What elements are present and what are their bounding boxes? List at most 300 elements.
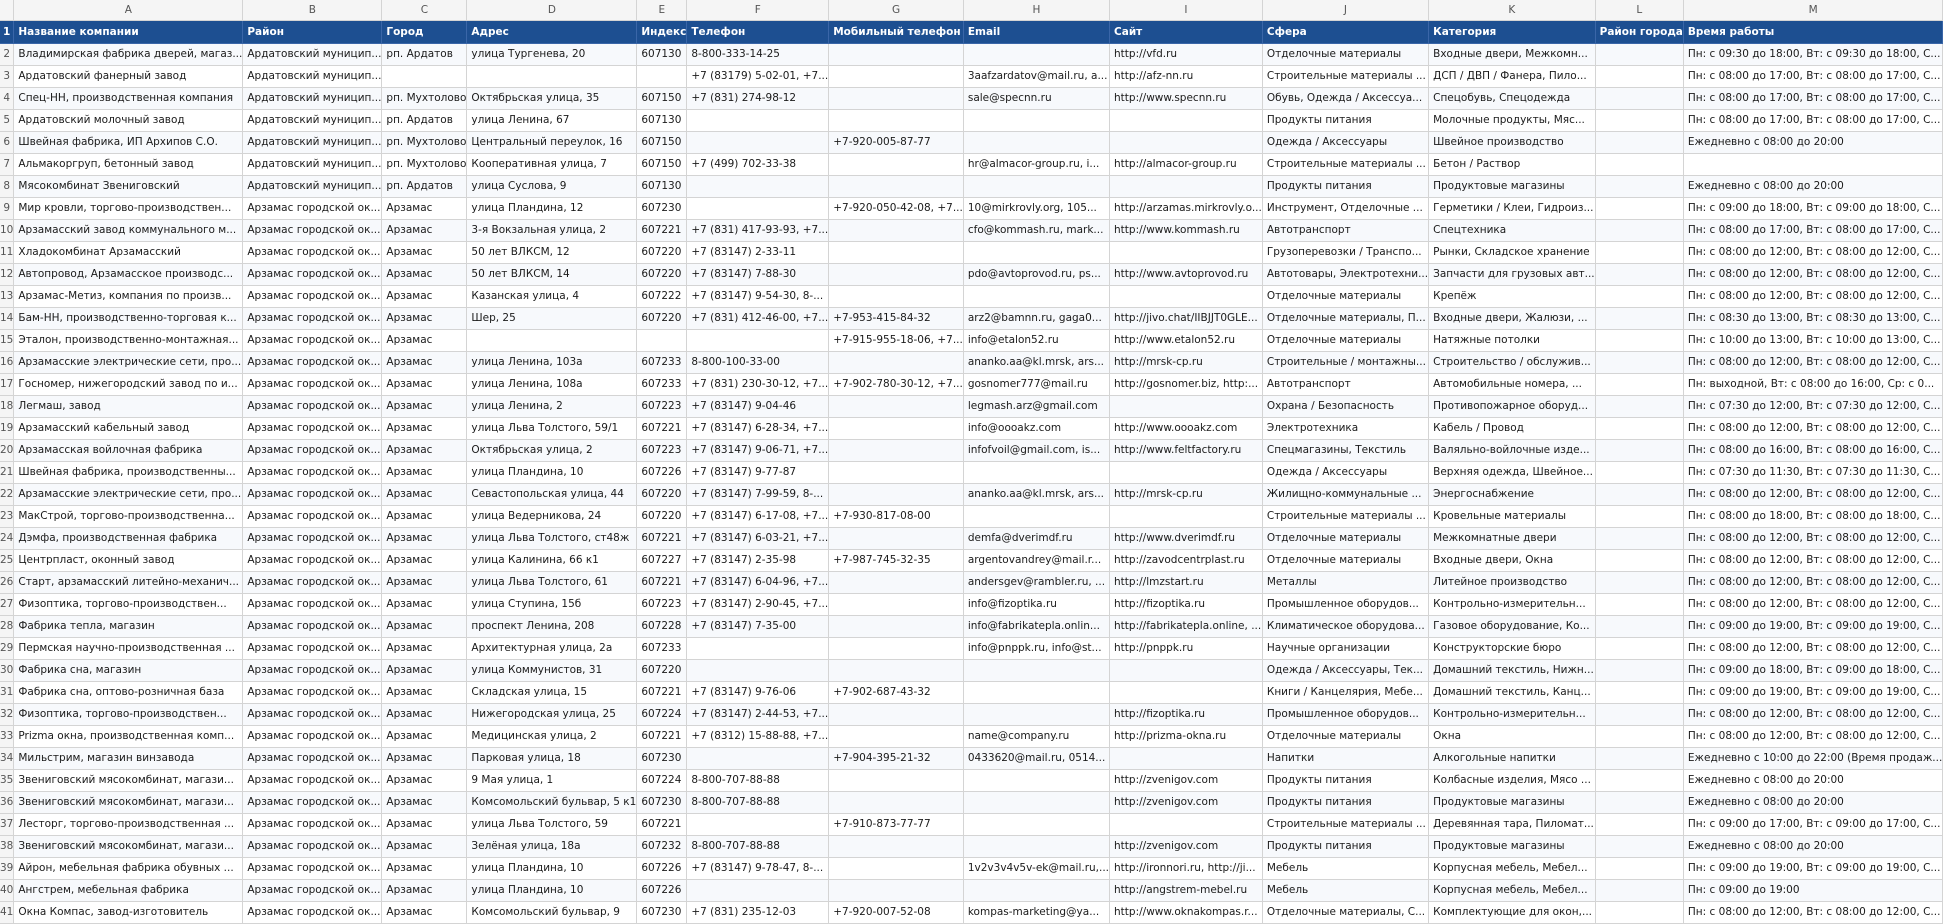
table-cell[interactable]: Арзамас городской ок...: [243, 440, 382, 462]
table-cell[interactable]: Продукты питания: [1262, 770, 1428, 792]
table-cell[interactable]: [829, 440, 964, 462]
table-cell[interactable]: [829, 88, 964, 110]
column-letter-b[interactable]: B: [243, 0, 382, 21]
header-cell[interactable]: Район: [243, 21, 382, 44]
table-cell[interactable]: Арзамас: [382, 902, 467, 924]
table-cell[interactable]: +7 (83147) 6-03-21, +7...: [687, 528, 829, 550]
table-cell[interactable]: Деревянная тара, Пиломат...: [1429, 814, 1596, 836]
table-cell[interactable]: 607228: [637, 616, 687, 638]
table-cell[interactable]: 607130: [637, 176, 687, 198]
table-cell[interactable]: Отделочные материалы: [1262, 286, 1428, 308]
row-number[interactable]: 28: [0, 616, 14, 638]
row-number[interactable]: 11: [0, 242, 14, 264]
table-cell[interactable]: Герметики / Клеи, Гидроиз...: [1429, 198, 1596, 220]
table-cell[interactable]: [963, 660, 1109, 682]
table-cell[interactable]: 0433620@mail.ru, 0514...: [963, 748, 1109, 770]
column-letter-g[interactable]: G: [829, 0, 964, 21]
table-cell[interactable]: [829, 638, 964, 660]
table-cell[interactable]: Пн: с 08:00 до 12:00, Вт: с 08:00 до 12:00, С...: [1683, 902, 1942, 924]
table-cell[interactable]: ananko.aa@kl.mrsk, ars...: [963, 352, 1109, 374]
table-cell[interactable]: [829, 264, 964, 286]
table-cell[interactable]: Арзамас городской ок...: [243, 352, 382, 374]
table-cell[interactable]: Арзамас городской ок...: [243, 418, 382, 440]
row-number[interactable]: 26: [0, 572, 14, 594]
table-cell[interactable]: [1595, 484, 1683, 506]
row-number[interactable]: 33: [0, 726, 14, 748]
table-cell[interactable]: [687, 814, 829, 836]
table-cell[interactable]: Ангстрем, мебельная фабрика: [14, 880, 243, 902]
table-cell[interactable]: [1683, 154, 1942, 176]
table-cell[interactable]: [1110, 132, 1263, 154]
table-cell[interactable]: Арзамас городской ок...: [243, 330, 382, 352]
table-cell[interactable]: [963, 880, 1109, 902]
table-cell[interactable]: [1595, 704, 1683, 726]
select-all-corner[interactable]: [0, 0, 14, 21]
table-cell[interactable]: +7 (83147) 6-28-34, +7...: [687, 418, 829, 440]
table-cell[interactable]: Арзамас городской ок...: [243, 792, 382, 814]
table-cell[interactable]: +7-920-050-42-08, +7...: [829, 198, 964, 220]
table-cell[interactable]: [829, 418, 964, 440]
table-cell[interactable]: Продукты питания: [1262, 110, 1428, 132]
row-number[interactable]: 36: [0, 792, 14, 814]
table-cell[interactable]: Научные организации: [1262, 638, 1428, 660]
table-cell[interactable]: улица Льва Толстого, 61: [467, 572, 637, 594]
table-cell[interactable]: Архитектурная улица, 2а: [467, 638, 637, 660]
table-cell[interactable]: 8-800-707-88-88: [687, 792, 829, 814]
table-cell[interactable]: http://www.oooakz.com: [1110, 418, 1263, 440]
table-cell[interactable]: name@company.ru: [963, 726, 1109, 748]
table-cell[interactable]: arz2@bamnn.ru, gaga0...: [963, 308, 1109, 330]
table-cell[interactable]: [963, 506, 1109, 528]
table-cell[interactable]: 607224: [637, 704, 687, 726]
table-cell[interactable]: [637, 66, 687, 88]
table-cell[interactable]: Пн: с 09:00 до 19:00, Вт: с 09:00 до 19:00, С...: [1683, 858, 1942, 880]
table-cell[interactable]: Продукты питания: [1262, 176, 1428, 198]
table-cell[interactable]: Арзамасская войлочная фабрика: [14, 440, 243, 462]
table-cell[interactable]: Автотовары, Электротехни...: [1262, 264, 1428, 286]
table-cell[interactable]: 8-800-707-88-88: [687, 836, 829, 858]
table-cell[interactable]: [1595, 352, 1683, 374]
table-cell[interactable]: Окна: [1429, 726, 1596, 748]
table-cell[interactable]: [1595, 176, 1683, 198]
table-cell[interactable]: рп. Мухтолово: [382, 132, 467, 154]
column-letter-a[interactable]: A: [14, 0, 243, 21]
table-cell[interactable]: Пн: с 08:00 до 12:00, Вт: с 08:00 до 12:00, С...: [1683, 726, 1942, 748]
table-cell[interactable]: [1595, 154, 1683, 176]
table-cell[interactable]: 607226: [637, 462, 687, 484]
table-cell[interactable]: Арзамас: [382, 858, 467, 880]
table-cell[interactable]: [687, 660, 829, 682]
table-cell[interactable]: 607230: [637, 198, 687, 220]
table-cell[interactable]: Пн: с 09:00 до 19:00, Вт: с 09:00 до 19:00, С...: [1683, 682, 1942, 704]
table-cell[interactable]: 607220: [637, 506, 687, 528]
table-cell[interactable]: Охрана / Безопасность: [1262, 396, 1428, 418]
table-cell[interactable]: [829, 528, 964, 550]
table-cell[interactable]: info@etalon52.ru: [963, 330, 1109, 352]
table-cell[interactable]: улица Коммунистов, 31: [467, 660, 637, 682]
table-cell[interactable]: Пн: выходной, Вт: с 08:00 до 16:00, Ср: с 0...: [1683, 374, 1942, 396]
table-cell[interactable]: gosnomer777@mail.ru: [963, 374, 1109, 396]
table-cell[interactable]: Арзамасский кабельный завод: [14, 418, 243, 440]
table-cell[interactable]: улица Калинина, 66 к1: [467, 550, 637, 572]
table-cell[interactable]: Инструмент, Отделочные ...: [1262, 198, 1428, 220]
table-cell[interactable]: Нижегородская улица, 25: [467, 704, 637, 726]
table-cell[interactable]: улица Ленина, 2: [467, 396, 637, 418]
table-cell[interactable]: Строительные материалы ...: [1262, 814, 1428, 836]
table-cell[interactable]: Ежедневно с 08:00 до 20:00: [1683, 770, 1942, 792]
table-cell[interactable]: [963, 176, 1109, 198]
table-cell[interactable]: Центрпласт, оконный завод: [14, 550, 243, 572]
table-cell[interactable]: http://pnppk.ru: [1110, 638, 1263, 660]
table-cell[interactable]: +7 (83147) 9-04-46: [687, 396, 829, 418]
table-cell[interactable]: Пн: с 08:00 до 12:00, Вт: с 08:00 до 12:00, С...: [1683, 704, 1942, 726]
table-cell[interactable]: Арзамас: [382, 330, 467, 352]
table-cell[interactable]: улица Ленина, 103а: [467, 352, 637, 374]
table-cell[interactable]: [829, 572, 964, 594]
table-cell[interactable]: Литейное производство: [1429, 572, 1596, 594]
table-cell[interactable]: http://jivo.chat/IIBJJT0GLE...: [1110, 308, 1263, 330]
table-cell[interactable]: [963, 110, 1109, 132]
row-number[interactable]: 20: [0, 440, 14, 462]
table-cell[interactable]: Ардатовский муницип...: [243, 44, 382, 66]
table-cell[interactable]: Арзамас городской ок...: [243, 506, 382, 528]
table-cell[interactable]: http://zvenigov.com: [1110, 836, 1263, 858]
table-cell[interactable]: Домашний текстиль, Нижн...: [1429, 660, 1596, 682]
table-cell[interactable]: Арзамас: [382, 286, 467, 308]
table-cell[interactable]: Электротехника: [1262, 418, 1428, 440]
row-number[interactable]: 16: [0, 352, 14, 374]
table-cell[interactable]: [963, 462, 1109, 484]
table-cell[interactable]: Мясокомбинат Звениговский: [14, 176, 243, 198]
table-cell[interactable]: +7 (83147) 6-04-96, +7...: [687, 572, 829, 594]
row-number[interactable]: 6: [0, 132, 14, 154]
table-cell[interactable]: [1595, 110, 1683, 132]
row-number[interactable]: 39: [0, 858, 14, 880]
table-cell[interactable]: +7-930-817-08-00: [829, 506, 964, 528]
table-cell[interactable]: Ежедневно с 08:00 до 20:00: [1683, 132, 1942, 154]
table-cell[interactable]: +7 (83147) 2-44-53, +7...: [687, 704, 829, 726]
table-cell[interactable]: [963, 792, 1109, 814]
table-cell[interactable]: +7 (8312) 15-88-88, +7...: [687, 726, 829, 748]
table-cell[interactable]: Комсомольский бульвар, 9: [467, 902, 637, 924]
header-cell[interactable]: Сайт: [1110, 21, 1263, 44]
table-cell[interactable]: Хладокомбинат Арзамасский: [14, 242, 243, 264]
table-cell[interactable]: улица Льва Толстого, ст48ж: [467, 528, 637, 550]
table-cell[interactable]: Металлы: [1262, 572, 1428, 594]
table-cell[interactable]: +7-904-395-21-32: [829, 748, 964, 770]
table-cell[interactable]: http://ironnori.ru, http://ji...: [1110, 858, 1263, 880]
table-cell[interactable]: Зелёная улица, 18а: [467, 836, 637, 858]
table-cell[interactable]: [829, 352, 964, 374]
table-cell[interactable]: Арзамас городской ок...: [243, 682, 382, 704]
table-cell[interactable]: [829, 726, 964, 748]
table-cell[interactable]: Ежедневно с 08:00 до 20:00: [1683, 836, 1942, 858]
row-number[interactable]: 19: [0, 418, 14, 440]
table-cell[interactable]: Пермская научно-производственная ...: [14, 638, 243, 660]
table-cell[interactable]: Арзамас городской ок...: [243, 550, 382, 572]
table-cell[interactable]: [963, 836, 1109, 858]
table-cell[interactable]: Обувь, Одежда / Аксессуа...: [1262, 88, 1428, 110]
table-cell[interactable]: [1595, 726, 1683, 748]
table-cell[interactable]: 607223: [637, 594, 687, 616]
table-cell[interactable]: 50 лет ВЛКСМ, 12: [467, 242, 637, 264]
table-cell[interactable]: Арзамас городской ок...: [243, 836, 382, 858]
table-cell[interactable]: Пн: с 08:00 до 12:00, Вт: с 08:00 до 12:00, С...: [1683, 594, 1942, 616]
table-cell[interactable]: 8-800-707-88-88: [687, 770, 829, 792]
table-cell[interactable]: [687, 330, 829, 352]
table-cell[interactable]: Пн: с 09:00 до 19:00: [1683, 880, 1942, 902]
table-cell[interactable]: Владимирская фабрика дверей, магаз...: [14, 44, 243, 66]
table-cell[interactable]: улица Ленина, 108а: [467, 374, 637, 396]
table-cell[interactable]: [829, 462, 964, 484]
table-cell[interactable]: 607150: [637, 88, 687, 110]
table-cell[interactable]: [829, 220, 964, 242]
column-letter-d[interactable]: D: [467, 0, 637, 21]
table-cell[interactable]: улица Пландина, 12: [467, 198, 637, 220]
table-cell[interactable]: [1595, 286, 1683, 308]
table-cell[interactable]: Госномер, нижегородский завод по и...: [14, 374, 243, 396]
table-cell[interactable]: info@pnppk.ru, info@st...: [963, 638, 1109, 660]
table-cell[interactable]: Газовое оборудование, Ко...: [1429, 616, 1596, 638]
table-cell[interactable]: info@oooakz.com: [963, 418, 1109, 440]
table-cell[interactable]: Медицинская улица, 2: [467, 726, 637, 748]
table-cell[interactable]: [829, 836, 964, 858]
table-cell[interactable]: 50 лет ВЛКСМ, 14: [467, 264, 637, 286]
table-cell[interactable]: Климатическое оборудова...: [1262, 616, 1428, 638]
table-cell[interactable]: Ежедневно с 08:00 до 20:00: [1683, 176, 1942, 198]
table-cell[interactable]: [829, 594, 964, 616]
table-cell[interactable]: улица Льва Толстого, 59/1: [467, 418, 637, 440]
table-cell[interactable]: 607220: [637, 308, 687, 330]
table-cell[interactable]: [829, 286, 964, 308]
table-cell[interactable]: http://vfd.ru: [1110, 44, 1263, 66]
table-cell[interactable]: Арзамас городской ок...: [243, 638, 382, 660]
row-number[interactable]: 3: [0, 66, 14, 88]
table-cell[interactable]: Арзамас городской ок...: [243, 594, 382, 616]
table-cell[interactable]: argentovandrey@mail.r...: [963, 550, 1109, 572]
table-cell[interactable]: Арзамас городской ок...: [243, 660, 382, 682]
table-cell[interactable]: 3-я Вокзальная улица, 2: [467, 220, 637, 242]
header-cell[interactable]: Email: [963, 21, 1109, 44]
table-cell[interactable]: info@fabrikatepla.onlin...: [963, 616, 1109, 638]
table-cell[interactable]: Арзамас: [382, 682, 467, 704]
table-cell[interactable]: [963, 132, 1109, 154]
table-cell[interactable]: Легмаш, завод: [14, 396, 243, 418]
table-cell[interactable]: [1595, 528, 1683, 550]
table-cell[interactable]: Межкомнатные двери: [1429, 528, 1596, 550]
table-cell[interactable]: [1595, 902, 1683, 924]
table-cell[interactable]: cfo@kommash.ru, mark...: [963, 220, 1109, 242]
table-cell[interactable]: Дэмфа, производственная фабрика: [14, 528, 243, 550]
table-cell[interactable]: Старт, арзамасский литейно-механич...: [14, 572, 243, 594]
table-cell[interactable]: Эталон, производственно-монтажная...: [14, 330, 243, 352]
table-cell[interactable]: 9 Мая улица, 1: [467, 770, 637, 792]
row-number[interactable]: 23: [0, 506, 14, 528]
row-number[interactable]: 10: [0, 220, 14, 242]
header-cell[interactable]: Мобильный телефон: [829, 21, 964, 44]
table-cell[interactable]: Арзамас городской ок...: [243, 770, 382, 792]
table-cell[interactable]: Арзамас: [382, 462, 467, 484]
table-cell[interactable]: Арзамас: [382, 264, 467, 286]
table-cell[interactable]: 607130: [637, 110, 687, 132]
table-cell[interactable]: Арзамасские электрические сети, про...: [14, 484, 243, 506]
table-cell[interactable]: +7 (83147) 2-90-45, +7...: [687, 594, 829, 616]
header-cell[interactable]: Индекс: [637, 21, 687, 44]
table-cell[interactable]: улица Ленина, 67: [467, 110, 637, 132]
table-cell[interactable]: 607221: [637, 572, 687, 594]
table-cell[interactable]: Центральный переулок, 16: [467, 132, 637, 154]
table-cell[interactable]: Альмакоргруп, бетонный завод: [14, 154, 243, 176]
table-cell[interactable]: Арзамас городской ок...: [243, 462, 382, 484]
table-cell[interactable]: Молочные продукты, Мяс...: [1429, 110, 1596, 132]
table-cell[interactable]: [1595, 374, 1683, 396]
column-letter-m[interactable]: M: [1683, 0, 1942, 21]
table-cell[interactable]: 607220: [637, 264, 687, 286]
table-cell[interactable]: Швейное производство: [1429, 132, 1596, 154]
column-letter-i[interactable]: I: [1110, 0, 1263, 21]
table-cell[interactable]: +7 (831) 230-30-12, +7...: [687, 374, 829, 396]
table-cell[interactable]: Пн: с 08:00 до 12:00, Вт: с 08:00 до 12:00, С...: [1683, 638, 1942, 660]
row-number[interactable]: 22: [0, 484, 14, 506]
row-number[interactable]: 41: [0, 902, 14, 924]
table-cell[interactable]: Пн: с 08:30 до 13:00, Вт: с 08:30 до 13:00, С...: [1683, 308, 1942, 330]
table-cell[interactable]: Пн: с 09:00 до 18:00, Вт: с 09:00 до 18:00, С...: [1683, 198, 1942, 220]
row-number[interactable]: 21: [0, 462, 14, 484]
table-cell[interactable]: Арзамас: [382, 616, 467, 638]
table-cell[interactable]: [1595, 44, 1683, 66]
table-cell[interactable]: [687, 880, 829, 902]
table-cell[interactable]: Кооперативная улица, 7: [467, 154, 637, 176]
table-cell[interactable]: [467, 330, 637, 352]
table-cell[interactable]: http://www.dverimdf.ru: [1110, 528, 1263, 550]
row-number[interactable]: 13: [0, 286, 14, 308]
table-cell[interactable]: [963, 286, 1109, 308]
table-cell[interactable]: http://afz-nn.ru: [1110, 66, 1263, 88]
table-cell[interactable]: Арзамасский завод коммунального м...: [14, 220, 243, 242]
table-cell[interactable]: Рынки, Складское хранение: [1429, 242, 1596, 264]
table-cell[interactable]: Арзамас: [382, 484, 467, 506]
table-cell[interactable]: hr@almacor-group.ru, i...: [963, 154, 1109, 176]
table-cell[interactable]: [637, 330, 687, 352]
table-cell[interactable]: Продуктовые магазины: [1429, 176, 1596, 198]
table-cell[interactable]: Пн: с 08:00 до 18:00, Вт: с 08:00 до 18:00, С...: [1683, 506, 1942, 528]
table-cell[interactable]: [829, 176, 964, 198]
row-number[interactable]: 8: [0, 176, 14, 198]
table-cell[interactable]: Отделочные материалы: [1262, 44, 1428, 66]
table-cell[interactable]: 607224: [637, 770, 687, 792]
table-cell[interactable]: [382, 66, 467, 88]
header-cell[interactable]: Время работы: [1683, 21, 1942, 44]
table-cell[interactable]: 8-800-100-33-00: [687, 352, 829, 374]
table-cell[interactable]: http://mrsk-cp.ru: [1110, 352, 1263, 374]
table-cell[interactable]: 607230: [637, 792, 687, 814]
table-cell[interactable]: Арзамас городской ок...: [243, 484, 382, 506]
table-cell[interactable]: Лесторг, торгово-производственная ...: [14, 814, 243, 836]
table-cell[interactable]: http://fabrikatepla.online, ...: [1110, 616, 1263, 638]
table-cell[interactable]: http://fizoptika.ru: [1110, 594, 1263, 616]
table-cell[interactable]: Арзамас: [382, 748, 467, 770]
table-cell[interactable]: [829, 484, 964, 506]
table-cell[interactable]: Арзамас: [382, 308, 467, 330]
table-cell[interactable]: +7 (83147) 6-17-08, +7...: [687, 506, 829, 528]
table-cell[interactable]: http://zavodcentrplast.ru: [1110, 550, 1263, 572]
table-cell[interactable]: рп. Мухтолово: [382, 88, 467, 110]
table-cell[interactable]: Алкогольные напитки: [1429, 748, 1596, 770]
table-cell[interactable]: [1595, 264, 1683, 286]
table-cell[interactable]: [1595, 792, 1683, 814]
table-cell[interactable]: Бетон / Раствор: [1429, 154, 1596, 176]
table-cell[interactable]: kompas-marketing@ya...: [963, 902, 1109, 924]
table-cell[interactable]: [1110, 748, 1263, 770]
table-cell[interactable]: Арзамас: [382, 352, 467, 374]
table-cell[interactable]: +7 (831) 235-12-03: [687, 902, 829, 924]
row-number[interactable]: 29: [0, 638, 14, 660]
table-cell[interactable]: [1110, 660, 1263, 682]
table-cell[interactable]: [963, 682, 1109, 704]
table-cell[interactable]: Кабель / Провод: [1429, 418, 1596, 440]
table-cell[interactable]: Автопровод, Арзамасское производс...: [14, 264, 243, 286]
table-cell[interactable]: +7 (831) 274-98-12: [687, 88, 829, 110]
row-number[interactable]: 7: [0, 154, 14, 176]
table-cell[interactable]: 3aafzardatov@mail.ru, a...: [963, 66, 1109, 88]
table-cell[interactable]: Одежда / Аксессуары: [1262, 132, 1428, 154]
table-cell[interactable]: Мебель: [1262, 880, 1428, 902]
table-cell[interactable]: Запчасти для грузовых авт...: [1429, 264, 1596, 286]
table-cell[interactable]: 607221: [637, 220, 687, 242]
table-cell[interactable]: [1595, 506, 1683, 528]
table-cell[interactable]: Пн: с 08:00 до 17:00, Вт: с 08:00 до 17:00, С...: [1683, 220, 1942, 242]
table-cell[interactable]: Ардатовский молочный завод: [14, 110, 243, 132]
table-cell[interactable]: 607230: [637, 902, 687, 924]
table-cell[interactable]: infofvoil@gmail.com, is...: [963, 440, 1109, 462]
table-cell[interactable]: [1595, 638, 1683, 660]
table-cell[interactable]: Пн: с 08:00 до 12:00, Вт: с 08:00 до 12:00, С...: [1683, 286, 1942, 308]
table-cell[interactable]: Бам-НН, производственно-торговая к...: [14, 308, 243, 330]
table-cell[interactable]: Арзамас городской ок...: [243, 308, 382, 330]
table-cell[interactable]: Отделочные материалы, С...: [1262, 902, 1428, 924]
row-number[interactable]: 31: [0, 682, 14, 704]
table-cell[interactable]: 607220: [637, 242, 687, 264]
row-number[interactable]: 40: [0, 880, 14, 902]
table-cell[interactable]: [687, 176, 829, 198]
table-cell[interactable]: [1110, 396, 1263, 418]
table-cell[interactable]: Промышленное оборудов...: [1262, 704, 1428, 726]
table-cell[interactable]: улица Тургенева, 20: [467, 44, 637, 66]
table-cell[interactable]: +7-920-007-52-08: [829, 902, 964, 924]
table-cell[interactable]: Физоптика, торгово-производствен...: [14, 704, 243, 726]
table-cell[interactable]: Арзамас городской ок...: [243, 198, 382, 220]
table-cell[interactable]: Конструкторские бюро: [1429, 638, 1596, 660]
table-cell[interactable]: Арзамас городской ок...: [243, 902, 382, 924]
row-number[interactable]: 17: [0, 374, 14, 396]
table-cell[interactable]: http://almacor-group.ru: [1110, 154, 1263, 176]
table-cell[interactable]: Арзамас городской ок...: [243, 374, 382, 396]
table-cell[interactable]: Окна Компас, завод-изготовитель: [14, 902, 243, 924]
table-cell[interactable]: 607221: [637, 528, 687, 550]
row-number[interactable]: 4: [0, 88, 14, 110]
table-cell[interactable]: Отделочные материалы, П...: [1262, 308, 1428, 330]
table-cell[interactable]: [1595, 814, 1683, 836]
table-cell[interactable]: Контрольно-измерительн...: [1429, 704, 1596, 726]
table-cell[interactable]: +7 (83147) 7-99-59, 8-...: [687, 484, 829, 506]
table-cell[interactable]: Арзамас: [382, 704, 467, 726]
table-cell[interactable]: +7 (83147) 9-78-47, 8-...: [687, 858, 829, 880]
table-cell[interactable]: 607221: [637, 814, 687, 836]
table-cell[interactable]: +7 (83147) 9-06-71, +7...: [687, 440, 829, 462]
table-cell[interactable]: 8-800-333-14-25: [687, 44, 829, 66]
table-cell[interactable]: Пн: с 08:00 до 16:00, Вт: с 08:00 до 16:00, С...: [1683, 440, 1942, 462]
table-cell[interactable]: Арзамас: [382, 396, 467, 418]
